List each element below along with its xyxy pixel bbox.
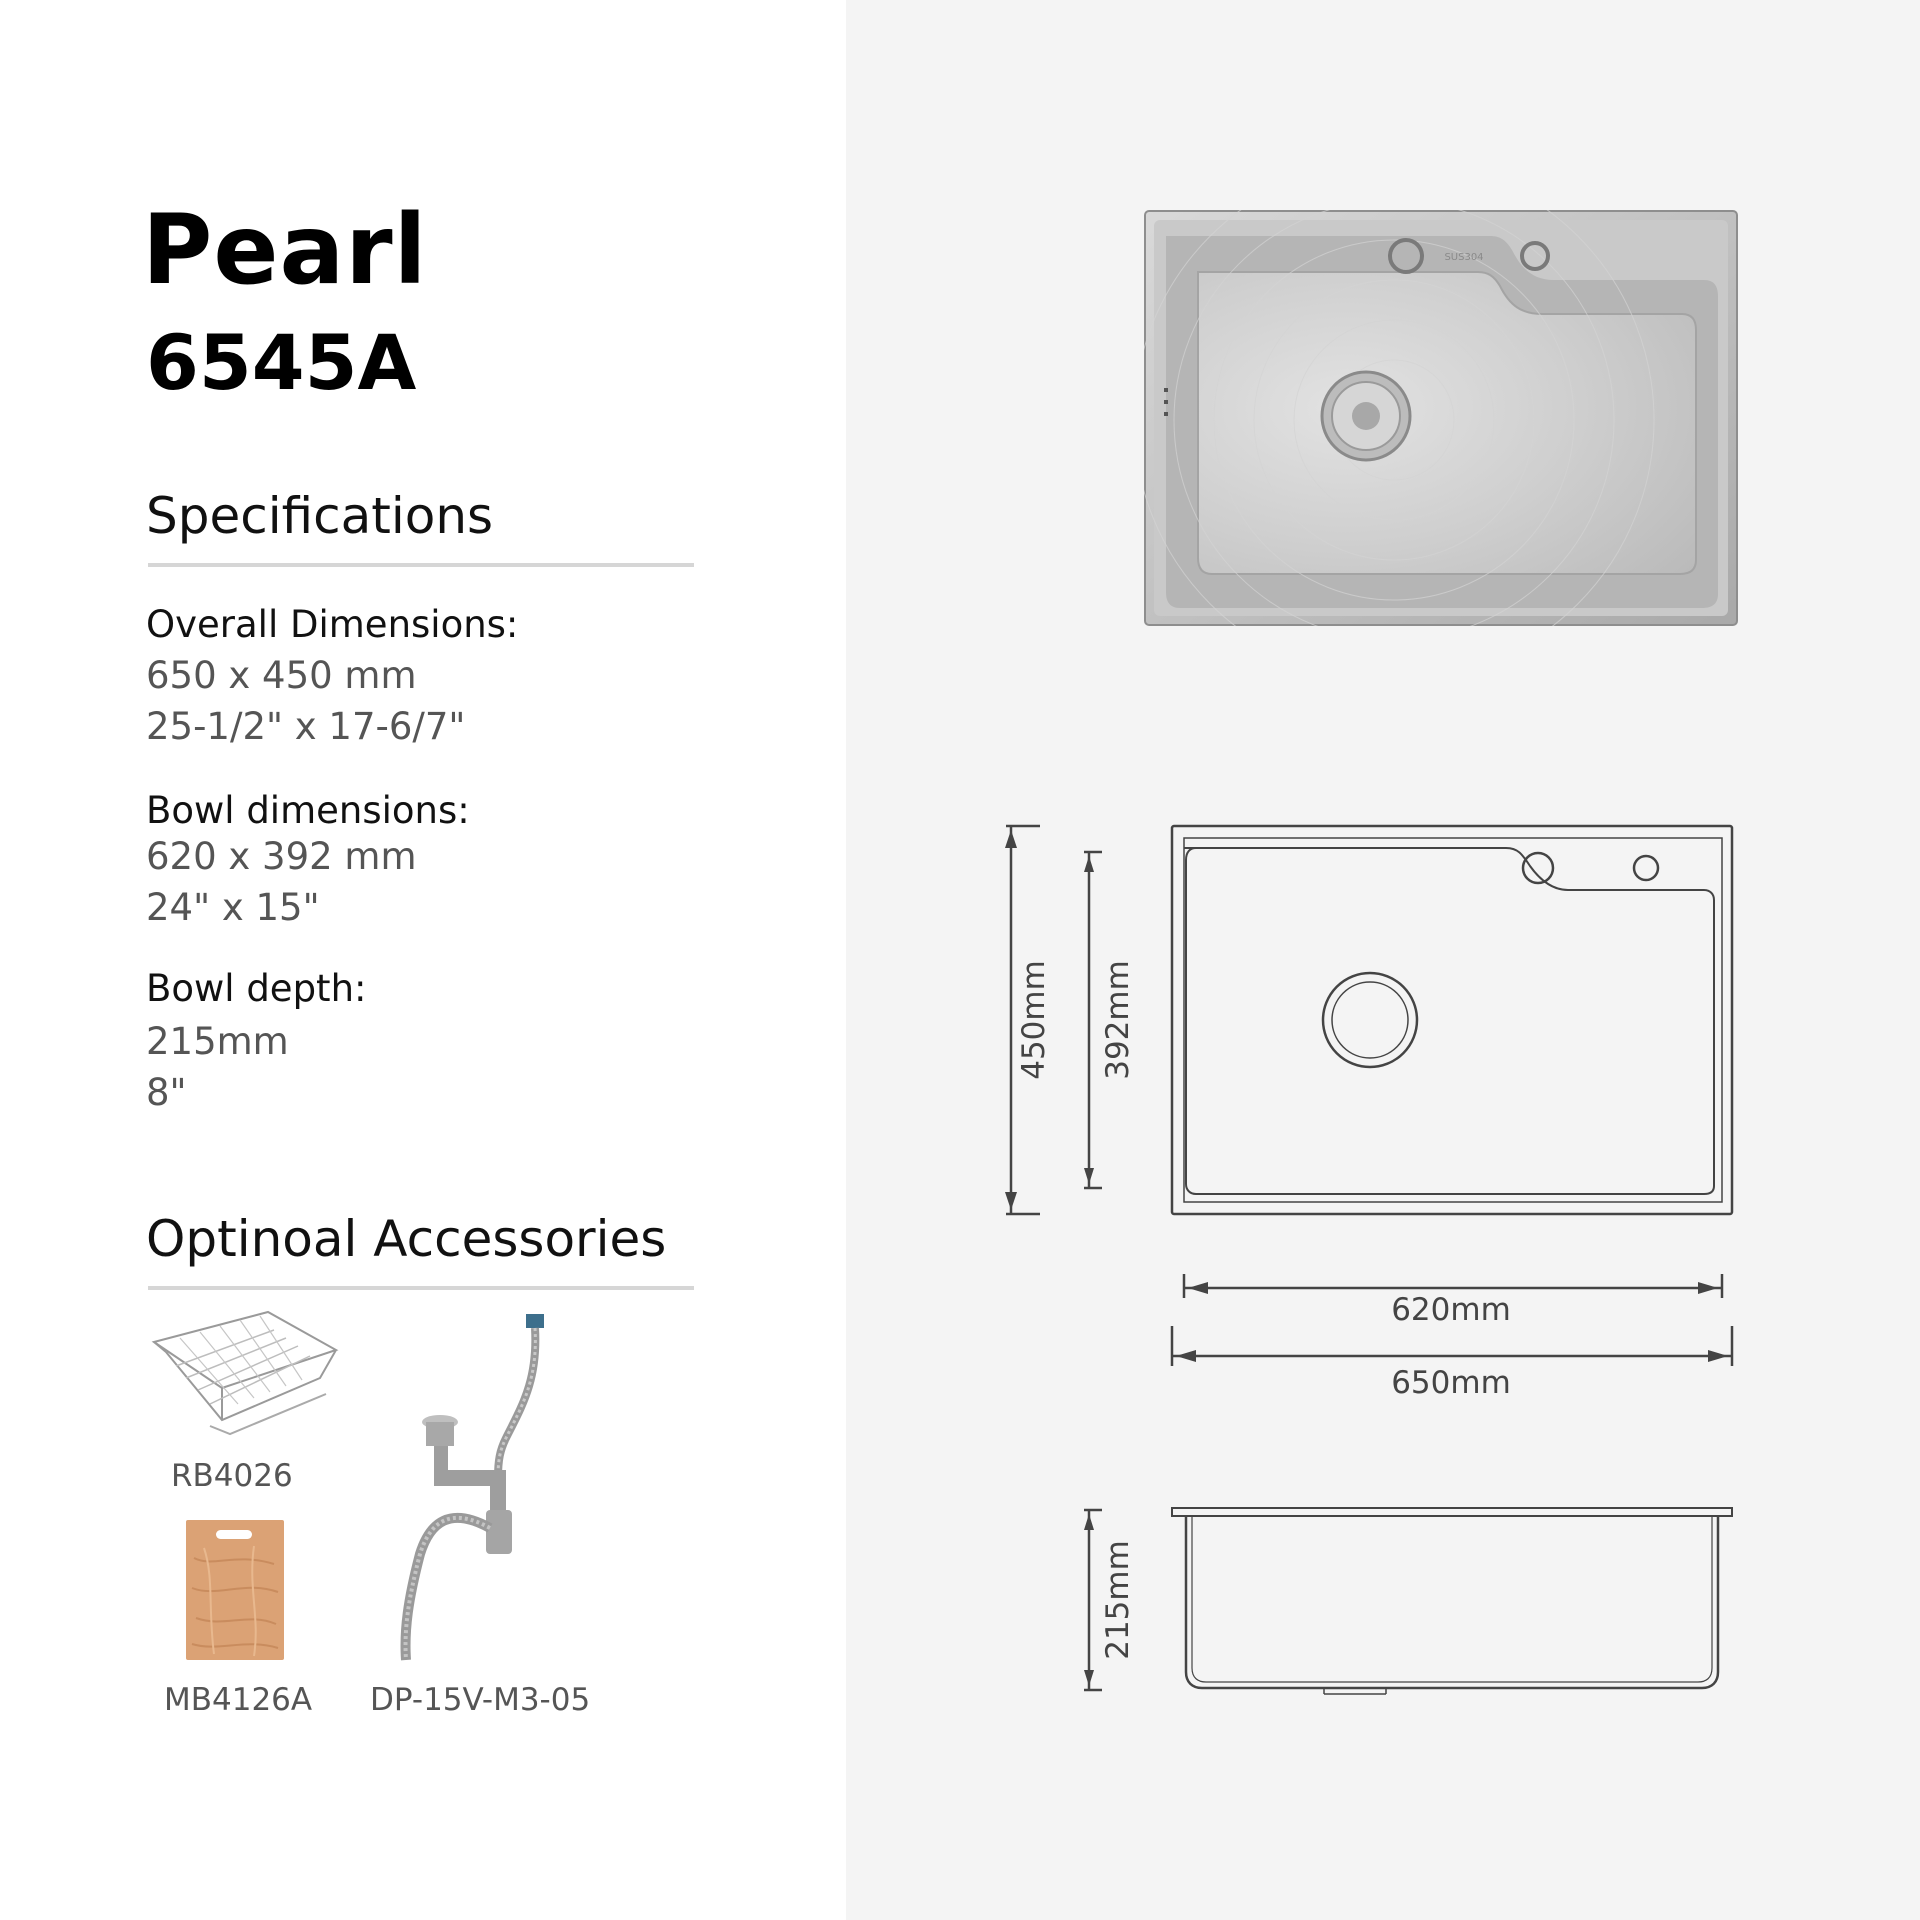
overall-width-label: 450mm xyxy=(1016,960,1052,1080)
bowl-depth-label: Bowl depth: xyxy=(146,967,367,1010)
bowl-width-label: 392mm xyxy=(1100,960,1136,1080)
overall-dimensions-label: Overall Dimensions: xyxy=(146,603,519,646)
sus-label: SUS304 xyxy=(1444,252,1484,263)
drawing-panel xyxy=(846,0,1920,1920)
bowl-depth-inch: 8" xyxy=(146,1071,187,1114)
product-name: Pearl xyxy=(142,194,428,306)
sink-photo xyxy=(1144,210,1738,626)
bowl-depth-label: 215mm xyxy=(1100,1540,1136,1660)
side-view-drawing xyxy=(846,1490,1920,1710)
spec-panel xyxy=(0,0,846,1920)
bowl-depth-mm: 215mm xyxy=(146,1020,289,1063)
accessory-code: MB4126A xyxy=(164,1682,313,1718)
top-view-drawing xyxy=(846,800,1920,1420)
bowl-dimensions-mm: 620 x 392 mm xyxy=(146,835,417,878)
accessory-code: DP-15V-M3-05 xyxy=(370,1682,591,1718)
bowl-length-label: 620mm xyxy=(1391,1292,1511,1328)
product-model: 6545A xyxy=(146,318,417,407)
drain-pipe-image xyxy=(390,1310,570,1670)
bowl-dimensions-label: Bowl dimensions: xyxy=(146,789,470,832)
overall-dimensions-inch: 25-1/2" x 17-6/7" xyxy=(146,705,466,748)
divider xyxy=(148,563,694,567)
accessories-heading: Optinoal Accessories xyxy=(146,1210,667,1268)
drain-basket-image xyxy=(150,1308,340,1448)
overall-dimensions-mm: 650 x 450 mm xyxy=(146,654,417,697)
divider xyxy=(148,1286,694,1290)
cutting-board-image xyxy=(184,1518,286,1662)
bowl-dimensions-inch: 24" x 15" xyxy=(146,886,320,929)
overall-length-label: 650mm xyxy=(1391,1365,1511,1401)
accessory-code: RB4026 xyxy=(171,1458,293,1494)
specifications-heading: Specifications xyxy=(146,487,494,545)
